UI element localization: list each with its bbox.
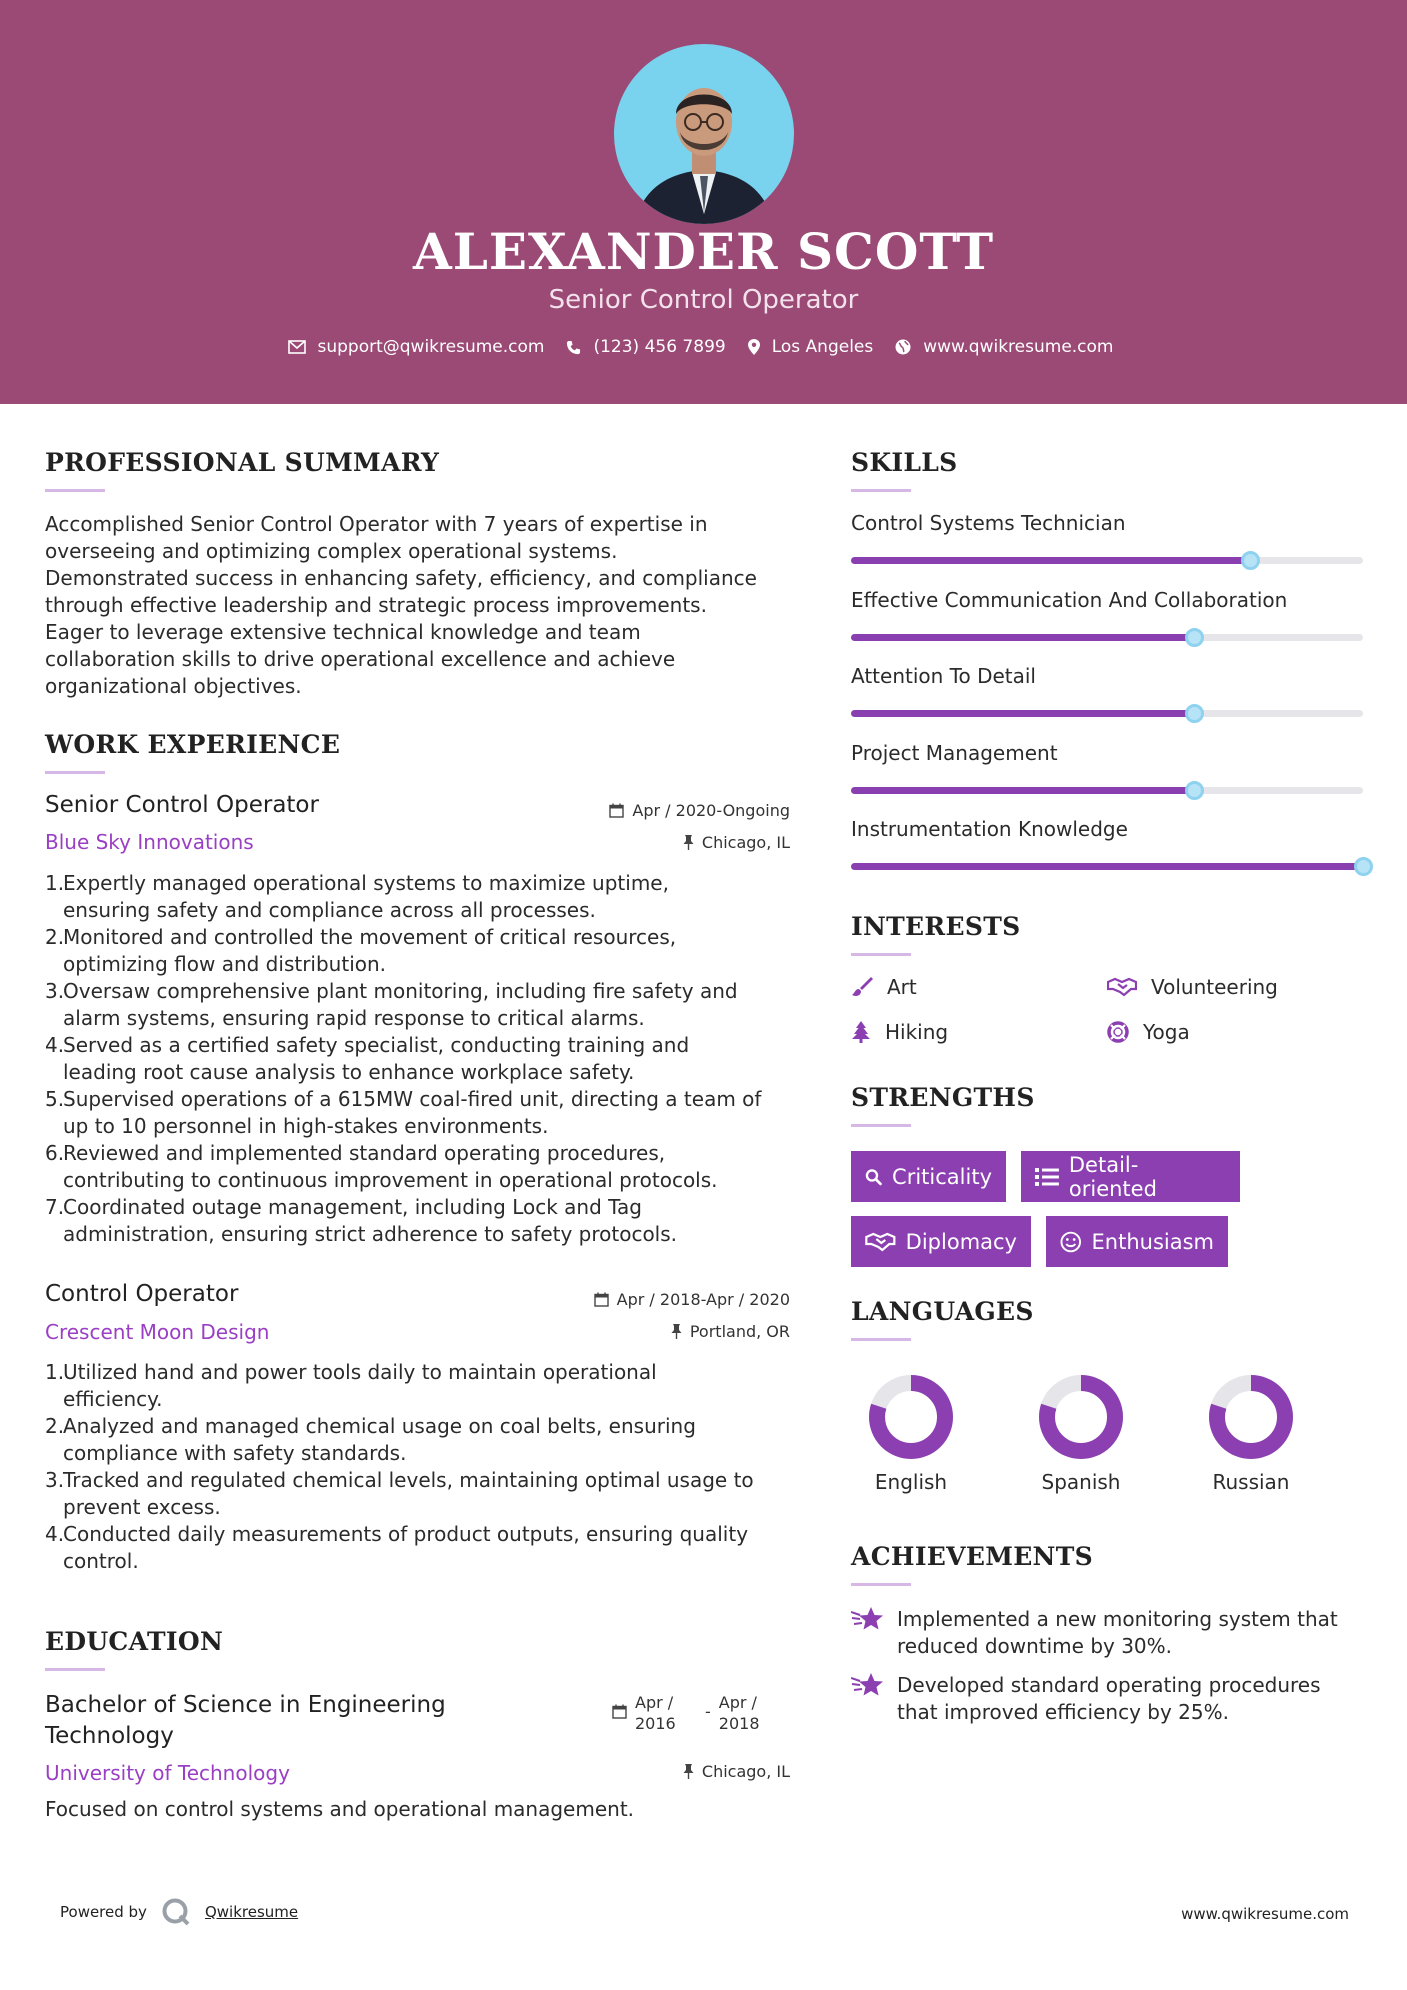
skill-bar-knob <box>1185 781 1204 800</box>
skill-bar-knob <box>1354 857 1373 876</box>
job-location <box>671 1322 790 1341</box>
summary-line: overseeing and optimizing complex operational systems. <box>45 539 618 563</box>
job-location <box>683 833 790 852</box>
handshake-icon <box>865 1232 896 1252</box>
strengths-heading: STRENGTHS <box>851 1083 1035 1112</box>
skill-bar-fill <box>851 863 1363 870</box>
job-dates-text: Apr / 2020-Ongoing <box>632 801 790 820</box>
skill-bar-knob <box>1185 628 1204 647</box>
list-icon <box>1035 1167 1059 1187</box>
pushpin-icon <box>671 1324 682 1339</box>
list-item: 2. Analyzed and managed chemical usage on coal belts, ensuring compliance with safety standards. <box>45 1414 696 1465</box>
school-name: University of Technology <box>45 1761 290 1785</box>
list-item: 1. Utilized hand and power tools daily to maintain operational efficiency. <box>45 1360 657 1411</box>
paintbrush-icon <box>851 976 873 998</box>
resume-header <box>0 0 1407 404</box>
languages-heading: LANGUAGES <box>851 1297 1034 1326</box>
list-item: 5. Supervised operations of a 615MW coal-fired unit, directing a team of up to 10 personnel in high-stakes environments. <box>45 1087 762 1138</box>
language-item <box>1191 1372 1311 1494</box>
footer-powered-by <box>60 1897 298 1927</box>
skill-bar-fill <box>851 557 1250 564</box>
education-heading: EDUCATION <box>45 1627 224 1656</box>
education-dates: Apr / 2016 - Apr / 2018 <box>612 1692 760 1734</box>
strength-criticality: Criticality <box>851 1151 1006 1202</box>
skill-bar <box>851 557 1363 564</box>
job-dates <box>609 801 790 820</box>
phone-icon <box>566 340 581 355</box>
list-item: 7. Coordinated outage management, including Lock and Tag administration, ensuring strict adherence to safety protocols. <box>45 1195 678 1246</box>
interests-underline <box>851 953 911 956</box>
achievements-underline <box>851 1583 911 1586</box>
strengths-underline <box>851 1124 911 1127</box>
summary-line: organizational objectives. <box>45 674 302 698</box>
skill-bar-knob <box>1185 704 1204 723</box>
job-dates <box>594 1290 790 1309</box>
language-donut <box>866 1372 956 1462</box>
language-item <box>1021 1372 1141 1494</box>
qwikresume-logo-icon <box>161 1897 191 1927</box>
language-name: English <box>874 1470 948 1494</box>
list-item: 3. Tracked and regulated chemical levels, maintaining optimal usage to prevent excess. <box>45 1468 754 1519</box>
skills-underline <box>851 489 911 492</box>
contact-email-text: support@qwikresume.com <box>317 337 545 357</box>
interest-yoga: Yoga <box>1107 1020 1190 1044</box>
summary-heading: PROFESSIONAL SUMMARY <box>45 448 440 477</box>
achievement-item: Developed standard operating procedures that improved efficiency by 25%. <box>851 1672 1321 1726</box>
summary-line: through effective leadership and strategic process improvements. <box>45 593 707 617</box>
skills-heading: SKILLS <box>851 448 958 477</box>
summary-line: collaboration skills to drive operational excellence and achieve <box>45 647 676 671</box>
summary-line: Eager to leverage extensive technical knowledge and team <box>45 620 641 644</box>
contact-email[interactable] <box>288 337 545 357</box>
degree-line: Technology <box>45 1723 174 1749</box>
footer-website[interactable]: www.qwikresume.com <box>1181 1905 1349 1923</box>
interest-hiking: Hiking <box>851 1020 948 1044</box>
languages-underline <box>851 1338 911 1341</box>
list-item: 3. Oversaw comprehensive plant monitoring, including fire safety and alarm systems, ensuring rapid response to critical alarms. <box>45 979 738 1030</box>
language-name: Spanish <box>1041 1470 1121 1494</box>
star-icon <box>851 1606 885 1632</box>
star-icon <box>851 1672 885 1698</box>
profile-photo <box>614 44 794 224</box>
language-item <box>851 1372 971 1494</box>
company-name: Blue Sky Innovations <box>45 830 254 854</box>
job-dates-text: Apr / 2018-Apr / 2020 <box>616 1290 790 1309</box>
skill-label: Instrumentation Knowledge <box>851 817 1128 841</box>
contact-phone-text: (123) 456 7899 <box>593 337 726 357</box>
achievements-heading: ACHIEVEMENTS <box>851 1542 1093 1571</box>
work-underline <box>45 771 105 774</box>
candidate-name: ALEXANDER SCOTT <box>412 222 995 281</box>
handshake-icon <box>1107 977 1137 997</box>
degree-title <box>45 1690 446 1752</box>
contact-bar <box>0 337 1407 357</box>
pushpin-icon <box>683 835 694 850</box>
strength-enthusiasm: Enthusiasm <box>1046 1216 1228 1267</box>
language-name: Russian <box>1212 1470 1290 1494</box>
skill-bar-fill <box>851 634 1194 641</box>
interest-volunteering: Volunteering <box>1107 975 1278 999</box>
job-duties <box>45 1359 805 1575</box>
skill-bar <box>851 634 1363 641</box>
interests-heading: INTERESTS <box>851 912 1021 941</box>
skill-label: Effective Communication And Collaboration <box>851 587 1288 612</box>
job-location-text: Portland, OR <box>689 1322 790 1341</box>
job-title: Control Operator <box>45 1281 239 1307</box>
work-heading: WORK EXPERIENCE <box>45 730 341 759</box>
powered-by-text: Powered by <box>60 1903 147 1921</box>
summary-underline <box>45 489 105 492</box>
skill-bar-fill <box>851 787 1194 794</box>
list-item: 6. Reviewed and implemented standard operating procedures, contributing to continuous improvement in operational protocols. <box>45 1141 718 1192</box>
calendar-icon <box>594 1292 609 1307</box>
skill-bar <box>851 863 1363 870</box>
summary-text <box>45 511 805 700</box>
list-item: 2. Monitored and controlled the movement of critical resources, optimizing flow and distribution. <box>45 925 677 976</box>
strength-detail-oriented: Detail-oriented <box>1021 1151 1240 1202</box>
summary-line: Accomplished Senior Control Operator with 7 years of expertise in <box>45 512 708 536</box>
company-name: Crescent Moon Design <box>45 1320 270 1344</box>
list-item: 1. Expertly managed operational systems to maximize uptime, ensuring safety and compliance across all processes. <box>45 871 669 922</box>
strength-diplomacy: Diplomacy <box>851 1216 1031 1267</box>
skill-label: Attention To Detail <box>851 664 1036 688</box>
calendar-icon <box>609 803 624 818</box>
skill-bar <box>851 787 1363 794</box>
job-title: Senior Control Operator <box>45 792 319 818</box>
contact-phone[interactable] <box>566 337 725 357</box>
job-duties <box>45 870 805 1248</box>
language-donut <box>1036 1372 1126 1462</box>
language-donut <box>1206 1372 1296 1462</box>
contact-website[interactable] <box>895 337 1113 357</box>
job-location-text: Chicago, IL <box>701 833 790 852</box>
achievement-item: Implemented a new monitoring system that reduced downtime by 30%. <box>851 1606 1338 1660</box>
contact-website-text: www.qwikresume.com <box>923 337 1114 357</box>
education-location <box>683 1762 790 1781</box>
skill-bar-knob <box>1241 551 1260 570</box>
globe-icon <box>895 339 911 355</box>
contact-location-text: Los Angeles <box>771 337 874 357</box>
interest-art: Art <box>851 975 917 999</box>
envelope-icon <box>288 340 306 354</box>
skill-bar-fill <box>851 710 1194 717</box>
skill-bar <box>851 710 1363 717</box>
list-item: 4. Conducted daily measurements of product outputs, ensuring quality control. <box>45 1522 749 1573</box>
education-description: Focused on control systems and operational management. <box>45 1797 635 1821</box>
education-underline <box>45 1668 105 1671</box>
qwikresume-link[interactable]: Qwikresume <box>204 1903 299 1921</box>
education-location-text: Chicago, IL <box>701 1762 790 1781</box>
calendar-icon <box>612 1704 627 1719</box>
tree-icon <box>851 1021 871 1043</box>
degree-line: Bachelor of Science in Engineering <box>45 1692 446 1718</box>
map-pin-icon <box>748 339 760 355</box>
pushpin-icon <box>683 1764 694 1779</box>
candidate-title: Senior Control Operator <box>548 285 859 315</box>
contact-location <box>748 337 874 357</box>
skill-label: Control Systems Technician <box>851 511 1126 535</box>
lifebuoy-icon <box>1107 1021 1129 1043</box>
search-icon <box>865 1166 882 1188</box>
smile-icon <box>1060 1231 1082 1253</box>
skill-label: Project Management <box>851 740 1058 765</box>
summary-line: Demonstrated success in enhancing safety, efficiency, and compliance <box>45 566 757 590</box>
list-item: 4. Served as a certified safety specialist, conducting training and leading root cause analysis to enhance workplace safety. <box>45 1033 690 1084</box>
